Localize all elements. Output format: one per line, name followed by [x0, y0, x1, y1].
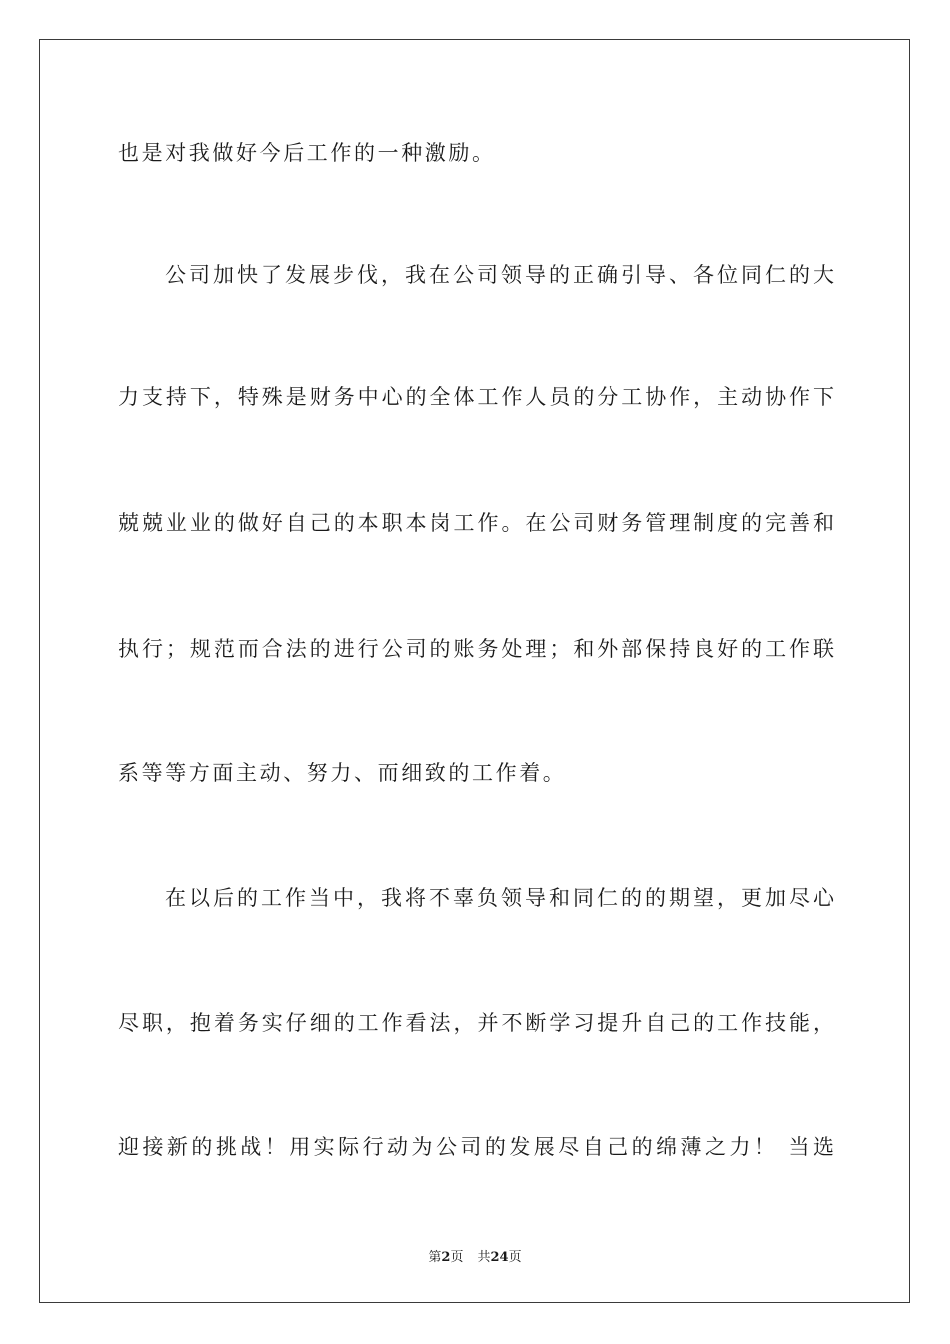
- paragraph-first-line: 公司加快了发展步伐，我在公司领导的正确引导、各位同仁的大: [165, 263, 834, 287]
- page-suffix: 页: [450, 1250, 464, 1265]
- text-line: 力支持下，特殊是财务中心的全体工作人员的分工协作，主动协作下: [118, 385, 834, 409]
- paragraph-first-line: 在以后的工作当中，我将不辜负领导和同仁的的期望，更加尽心: [165, 886, 834, 910]
- total-suffix: 页: [508, 1250, 522, 1265]
- total-prefix: 共: [477, 1250, 491, 1265]
- text-line: 系等等方面主动、努力、而细致的工作着。: [118, 761, 567, 785]
- text-line: 也是对我做好今后工作的一种激励。: [118, 141, 496, 165]
- text-line: 执行；规范而合法的进行公司的账务处理；和外部保持良好的工作联: [118, 637, 834, 661]
- page-number: 2: [441, 1250, 451, 1265]
- page-prefix: 第: [428, 1250, 442, 1265]
- total-pages: 24: [490, 1250, 509, 1265]
- text-line: 尽职，抱着务实仔细的工作看法，并不断学习提升自己的工作技能，: [118, 1011, 834, 1035]
- text-line: 迎接新的挑战！用实际行动为公司的发展尽自己的绵薄之力！ 当选: [118, 1135, 834, 1159]
- page-footer: [0, 1249, 950, 1267]
- text-line: 兢兢业业的做好自己的本职本岗工作。在公司财务管理制度的完善和: [118, 511, 834, 535]
- page-border: [39, 39, 910, 1303]
